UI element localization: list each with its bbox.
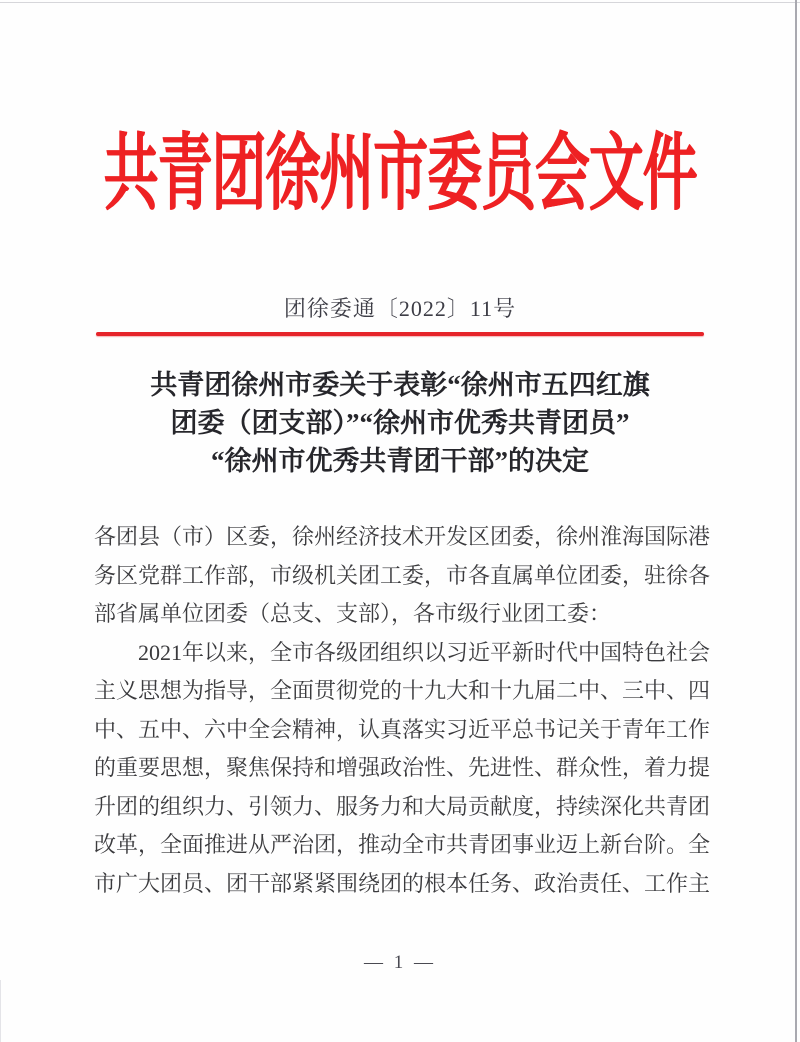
main-body-paragraph: 2021年以来，全市各级团组织以习近平新时代中国特色社会主义思想为指导，全面贯彻党的十九大和十九届二中、三中、四中、五中、六中全会精神，认真落实习近平总书记关于青年工作的重要思想，聚焦保持和增强政治性、先进性、群众性，着力提升团的组织力、引领力、服务力和大局贡献度，持续深化共青团改革，全面推进从严治团，推动全市共青团事业迈上新台阶。全市广大团员、团干部紧紧围绕团的根本任务、政治责任、工作主 xyxy=(94,639,711,896)
scan-left-edge xyxy=(0,980,1,1042)
red-divider-line xyxy=(96,332,704,336)
document-number: 团徐委通〔2022〕11号 xyxy=(283,296,517,321)
scan-top-edge xyxy=(0,2,800,3)
scan-right-edge xyxy=(795,0,797,1042)
recipients-paragraph: 各团县（市）区委，徐州经济技术开发区团委，徐州淮海国际港务区党群工作部，市级机关团工委，市各直属单位团委，驻徐各部省属单位团委（总支、支部），各市级行业团工委： xyxy=(94,524,711,626)
page-number: — 1 — xyxy=(364,952,436,973)
document-title-line-1: 共青团徐州市委关于表彰“徐州市五四红旗 xyxy=(150,370,650,400)
red-header-title: 共青团徐州市委员会文件 xyxy=(103,128,697,222)
document-body xyxy=(94,518,710,903)
document-title-line-3: “徐州市优秀共青团干部”的决定 xyxy=(211,446,589,476)
document-title xyxy=(94,366,706,480)
document-title-line-2: 团委（团支部）”“徐州市优秀共青团员” xyxy=(170,408,630,438)
